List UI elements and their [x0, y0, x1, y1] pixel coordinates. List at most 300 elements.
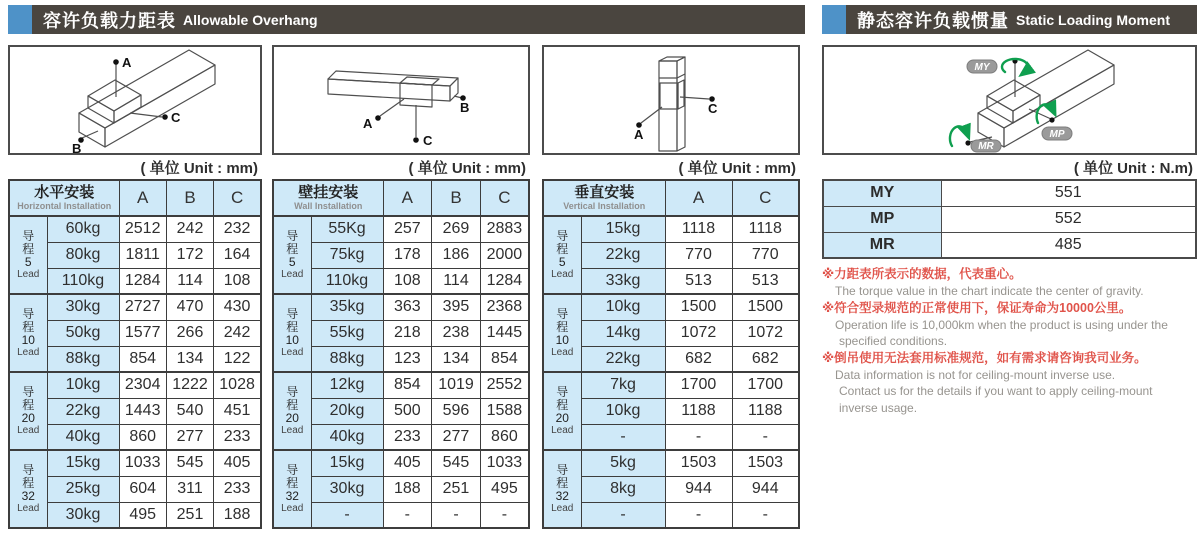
- weight-cell: -: [581, 502, 665, 528]
- weight-cell: 14kg: [581, 320, 665, 346]
- unit-label-nm: ( 单位 Unit : N.m): [1073, 160, 1193, 177]
- table-row: [543, 294, 799, 320]
- value-cell: 1033: [119, 450, 166, 476]
- value-cell: 123: [383, 346, 432, 372]
- value-cell: 513: [665, 268, 732, 294]
- point-b-label: B: [460, 100, 470, 115]
- table-row: [543, 424, 799, 450]
- table-row: [543, 242, 799, 268]
- value-cell: 1500: [665, 294, 732, 320]
- note-en-line: specified conditions.: [839, 334, 948, 348]
- moment-value-cell: 552: [941, 206, 1196, 232]
- value-cell: 266: [166, 320, 213, 346]
- table-title-en: Wall Installation: [294, 200, 363, 211]
- value-cell: 114: [166, 268, 213, 294]
- point-a-label: A: [363, 116, 373, 131]
- value-cell: 682: [732, 346, 799, 372]
- mp-badge: [1042, 127, 1072, 140]
- section-title-en: Static Loading Moment: [1016, 11, 1170, 28]
- table-row: [543, 398, 799, 424]
- value-cell: 1503: [732, 450, 799, 476]
- moment-label-cell: MY: [823, 180, 941, 206]
- value-cell: 232: [214, 216, 261, 242]
- table-title-zh: 水平安装: [34, 183, 95, 201]
- value-cell: 188: [383, 476, 432, 502]
- lead-label-en: Lead: [17, 346, 40, 358]
- lead-label-en: Lead: [281, 346, 304, 358]
- weight-cell: 55Kg: [311, 216, 383, 242]
- weight-cell: 30kg: [47, 294, 119, 320]
- value-cell: -: [732, 502, 799, 528]
- lead-number: 10: [21, 332, 35, 347]
- value-cell: 405: [214, 450, 261, 476]
- value-cell: 540: [166, 398, 213, 424]
- note-en-line: Data information is not for ceiling-mount inverse use.: [835, 367, 1116, 382]
- value-cell: 944: [665, 476, 732, 502]
- table-header-row: [273, 180, 529, 216]
- lead-label-en: Lead: [281, 424, 304, 436]
- lead-cell: [543, 216, 581, 294]
- table-row: [9, 320, 261, 346]
- value-cell: 122: [214, 346, 261, 372]
- value-cell: 188: [214, 502, 261, 528]
- unit-label-mm: ( 单位 Unit : mm): [408, 160, 526, 177]
- lead-number: 10: [285, 332, 299, 347]
- section-header-allowable-overhang: [8, 5, 805, 34]
- weight-cell: 40kg: [311, 424, 383, 450]
- value-cell: -: [732, 424, 799, 450]
- mr-rotation-arrow-icon: [950, 126, 967, 146]
- table-row: [273, 372, 529, 398]
- weight-cell: 10kg: [47, 372, 119, 398]
- table-row: [9, 242, 261, 268]
- table-row: [273, 502, 529, 528]
- my-badge-label: MY: [974, 62, 990, 73]
- note-en-line: inverse usage.: [839, 400, 918, 415]
- table-header-row: [543, 180, 799, 216]
- weight-cell: 80kg: [47, 242, 119, 268]
- value-cell: 2000: [480, 242, 529, 268]
- value-cell: 134: [166, 346, 213, 372]
- value-cell: 2883: [480, 216, 529, 242]
- value-cell: 277: [432, 424, 481, 450]
- value-cell: 1118: [665, 216, 732, 242]
- weight-cell: 20kg: [311, 398, 383, 424]
- table-row: [543, 346, 799, 372]
- value-cell: 513: [732, 268, 799, 294]
- wall-installation-table: [272, 179, 530, 529]
- value-cell: 470: [166, 294, 213, 320]
- value-cell: 1072: [732, 320, 799, 346]
- table-row: [543, 450, 799, 476]
- weight-cell: 22kg: [47, 398, 119, 424]
- table-row: [9, 294, 261, 320]
- value-cell: 218: [383, 320, 432, 346]
- value-cell: 363: [383, 294, 432, 320]
- weight-cell: 30kg: [311, 476, 383, 502]
- value-cell: 770: [732, 242, 799, 268]
- table-title-en: Vertical Installation: [563, 200, 646, 211]
- lead-label-zh: 导程: [22, 228, 35, 256]
- mp-axis-dot: [1049, 117, 1054, 122]
- table-title-cell: [273, 180, 383, 216]
- value-cell: 1588: [480, 398, 529, 424]
- point-a-dot: [375, 115, 381, 121]
- value-cell: 860: [119, 424, 166, 450]
- value-cell: 430: [214, 294, 261, 320]
- value-cell: 2368: [480, 294, 529, 320]
- weight-cell: 8kg: [581, 476, 665, 502]
- table-title-en: Horizontal Installation: [17, 200, 112, 211]
- value-cell: -: [665, 424, 732, 450]
- column-header: A: [383, 180, 432, 216]
- value-cell: -: [383, 502, 432, 528]
- lead-label-en: Lead: [551, 346, 574, 358]
- lead-cell: [543, 372, 581, 450]
- lead-label-zh: 导程: [556, 306, 569, 334]
- lead-label-en: Lead: [281, 502, 304, 514]
- value-cell: 108: [383, 268, 432, 294]
- weight-cell: 50kg: [47, 320, 119, 346]
- mr-axis-dot: [965, 140, 970, 145]
- table-row: [273, 320, 529, 346]
- value-cell: 233: [214, 476, 261, 502]
- table-row: [9, 268, 261, 294]
- table-row: [273, 450, 529, 476]
- point-c-dot: [413, 137, 419, 143]
- point-c-dot: [162, 114, 168, 120]
- note-zh: ※符合型录规范的正常使用下，保证寿命为10000公里。: [822, 300, 1132, 315]
- value-cell: 1445: [480, 320, 529, 346]
- lead-cell: [9, 216, 47, 294]
- value-cell: 596: [432, 398, 481, 424]
- value-cell: 1503: [665, 450, 732, 476]
- column-header: C: [214, 180, 261, 216]
- lead-number: 10: [555, 332, 569, 347]
- weight-cell: 12kg: [311, 372, 383, 398]
- value-cell: 854: [119, 346, 166, 372]
- lead-cell: [273, 450, 311, 528]
- value-cell: 1284: [480, 268, 529, 294]
- value-cell: 854: [480, 346, 529, 372]
- note-en-line: Contact us for the details if you want to apply ceiling-mount: [839, 384, 1153, 398]
- table-row: [543, 320, 799, 346]
- value-cell: -: [432, 502, 481, 528]
- lead-label-en: Lead: [551, 502, 574, 514]
- lead-label-zh: 导程: [556, 462, 569, 490]
- value-cell: 2552: [480, 372, 529, 398]
- weight-cell: 10kg: [581, 294, 665, 320]
- value-cell: -: [480, 502, 529, 528]
- vertical-mount-diagram: [542, 45, 800, 155]
- column-header: B: [432, 180, 481, 216]
- table-row: [823, 232, 1196, 258]
- table-row: [273, 346, 529, 372]
- weight-cell: 22kg: [581, 242, 665, 268]
- value-cell: 1188: [732, 398, 799, 424]
- weight-cell: 40kg: [47, 424, 119, 450]
- value-cell: 1500: [732, 294, 799, 320]
- point-a-dot: [113, 59, 119, 65]
- lead-label-zh: 导程: [556, 384, 569, 412]
- weight-cell: 88kg: [311, 346, 383, 372]
- point-c-label: C: [423, 133, 433, 148]
- table-title-zh: 垂直安装: [574, 183, 635, 201]
- value-cell: 1033: [480, 450, 529, 476]
- value-cell: 2512: [119, 216, 166, 242]
- table-row: [543, 476, 799, 502]
- table-row: [273, 216, 529, 242]
- weight-cell: 55kg: [311, 320, 383, 346]
- lead-cell: [9, 294, 47, 372]
- note-item: [822, 300, 1200, 350]
- value-cell: 251: [166, 502, 213, 528]
- lead-cell: [9, 450, 47, 528]
- value-cell: 238: [432, 320, 481, 346]
- horizontal-mount-drawing: [10, 47, 260, 153]
- value-cell: 500: [383, 398, 432, 424]
- lead-cell: [273, 294, 311, 372]
- lead-number: 32: [21, 488, 35, 503]
- table-header-row: [9, 180, 261, 216]
- value-cell: 770: [665, 242, 732, 268]
- table-row: [9, 424, 261, 450]
- loading-moment-diagram: [822, 45, 1197, 155]
- lead-number: 20: [555, 410, 569, 425]
- header-bar: [846, 5, 1197, 34]
- value-cell: 2304: [119, 372, 166, 398]
- value-cell: 682: [665, 346, 732, 372]
- weight-cell: 35kg: [311, 294, 383, 320]
- value-cell: 1700: [665, 372, 732, 398]
- lead-label-zh: 导程: [286, 384, 299, 412]
- lead-label-en: Lead: [17, 424, 40, 436]
- note-item: [822, 350, 1200, 417]
- lead-label-zh: 导程: [556, 228, 569, 256]
- notes: [822, 266, 1200, 416]
- value-cell: 451: [214, 398, 261, 424]
- table-row: [273, 424, 529, 450]
- value-cell: 495: [119, 502, 166, 528]
- value-cell: 269: [432, 216, 481, 242]
- table-row: [543, 216, 799, 242]
- lead-label-zh: 导程: [22, 306, 35, 334]
- lead-cell: [9, 372, 47, 450]
- value-cell: 1811: [119, 242, 166, 268]
- value-cell: 114: [432, 268, 481, 294]
- lead-label-zh: 导程: [22, 384, 35, 412]
- value-cell: 108: [214, 268, 261, 294]
- value-cell: 242: [166, 216, 213, 242]
- point-b-label: B: [72, 141, 82, 153]
- value-cell: 1019: [432, 372, 481, 398]
- moment-value-cell: 551: [941, 180, 1196, 206]
- point-c-label: C: [171, 110, 181, 125]
- lead-label-zh: 导程: [22, 462, 35, 490]
- wall-mount-diagram: [272, 45, 530, 155]
- table-row: [9, 398, 261, 424]
- lead-label-en: Lead: [17, 268, 40, 280]
- lead-label-en: Lead: [551, 424, 574, 436]
- value-cell: 1028: [214, 372, 261, 398]
- value-cell: 277: [166, 424, 213, 450]
- note-en-line: The torque value in the chart indicate the center of gravity.: [835, 284, 1144, 298]
- value-cell: 495: [480, 476, 529, 502]
- loading-moment-drawing: [824, 47, 1195, 153]
- point-a-label: A: [634, 127, 644, 142]
- table-row: [273, 398, 529, 424]
- horizontal-mount-diagram: [8, 45, 262, 155]
- mr-badge: [971, 140, 1001, 152]
- weight-cell: 7kg: [581, 372, 665, 398]
- lead-cell: [543, 294, 581, 372]
- lead-number: 32: [285, 488, 299, 503]
- my-badge: [967, 60, 997, 73]
- value-cell: 545: [166, 450, 213, 476]
- table-row: [9, 372, 261, 398]
- table-row: [9, 502, 261, 528]
- table-row: [273, 476, 529, 502]
- table-row: [543, 502, 799, 528]
- value-cell: 1118: [732, 216, 799, 242]
- lead-label-zh: 导程: [286, 306, 299, 334]
- weight-cell: -: [311, 502, 383, 528]
- unit-label-mm: ( 单位 Unit : mm): [678, 160, 796, 177]
- lead-number: 5: [24, 254, 32, 269]
- note-en-line: Operation life is 10,000km when the product is using under the: [835, 317, 1168, 332]
- table-row: [273, 268, 529, 294]
- lead-cell: [543, 450, 581, 528]
- weight-cell: 5kg: [581, 450, 665, 476]
- weight-cell: 110kg: [311, 268, 383, 294]
- value-cell: 1443: [119, 398, 166, 424]
- value-cell: -: [665, 502, 732, 528]
- header-bar: [32, 5, 805, 34]
- value-cell: 405: [383, 450, 432, 476]
- value-cell: 233: [214, 424, 261, 450]
- vertical-mount-drawing: [544, 47, 798, 153]
- table-title-cell: [9, 180, 119, 216]
- table-row: [273, 294, 529, 320]
- horizontal-installation-table: [8, 179, 262, 529]
- lead-number: 32: [555, 488, 569, 503]
- table-title-cell: [543, 180, 665, 216]
- value-cell: 257: [383, 216, 432, 242]
- value-cell: 178: [383, 242, 432, 268]
- table-row: [273, 242, 529, 268]
- value-cell: 2727: [119, 294, 166, 320]
- rail-outline: [328, 71, 462, 137]
- lead-cell: [273, 372, 311, 450]
- weight-cell: 22kg: [581, 346, 665, 372]
- lead-number: 20: [285, 410, 299, 425]
- lead-label-en: Lead: [551, 268, 574, 280]
- rail-outline: [79, 50, 215, 147]
- weight-cell: 88kg: [47, 346, 119, 372]
- value-cell: 395: [432, 294, 481, 320]
- value-cell: 604: [119, 476, 166, 502]
- table-row: [543, 268, 799, 294]
- weight-cell: 30kg: [47, 502, 119, 528]
- value-cell: 233: [383, 424, 432, 450]
- value-cell: 854: [383, 372, 432, 398]
- mp-badge-label: MP: [1049, 129, 1065, 140]
- value-cell: 134: [432, 346, 481, 372]
- wall-mount-drawing: [274, 47, 528, 153]
- moment-label-cell: MP: [823, 206, 941, 232]
- blue-accent-square: [822, 5, 846, 34]
- column-header: B: [166, 180, 213, 216]
- table-row: [9, 346, 261, 372]
- column-header: C: [732, 180, 799, 216]
- note-item: [822, 266, 1200, 300]
- section-title-zh: 静态容许负载惯量: [857, 10, 1009, 31]
- weight-cell: 25kg: [47, 476, 119, 502]
- moment-label-cell: MR: [823, 232, 941, 258]
- value-cell: 311: [166, 476, 213, 502]
- lead-label-zh: 导程: [286, 462, 299, 490]
- value-cell: 545: [432, 450, 481, 476]
- weight-cell: -: [581, 424, 665, 450]
- weight-cell: 10kg: [581, 398, 665, 424]
- column-header: C: [480, 180, 529, 216]
- section-title-en: Allowable Overhang: [183, 11, 318, 28]
- lead-number: 5: [558, 254, 566, 269]
- vertical-installation-table: [542, 179, 800, 529]
- value-cell: 164: [214, 242, 261, 268]
- weight-cell: 15kg: [311, 450, 383, 476]
- value-cell: 1577: [119, 320, 166, 346]
- point-c-label: C: [708, 101, 718, 116]
- table-row: [543, 372, 799, 398]
- table-row: [9, 216, 261, 242]
- value-cell: 186: [432, 242, 481, 268]
- mr-badge-label: MR: [978, 141, 994, 152]
- weight-cell: 60kg: [47, 216, 119, 242]
- value-cell: 1284: [119, 268, 166, 294]
- value-cell: 860: [480, 424, 529, 450]
- point-a-label: A: [122, 55, 132, 70]
- lead-label-zh: 导程: [286, 228, 299, 256]
- column-header: A: [119, 180, 166, 216]
- weight-cell: 33kg: [581, 268, 665, 294]
- lead-cell: [273, 216, 311, 294]
- value-cell: 1700: [732, 372, 799, 398]
- value-cell: 1222: [166, 372, 213, 398]
- table-row: [9, 450, 261, 476]
- lead-number: 5: [288, 254, 296, 269]
- note-zh: ※倒吊使用无法套用标准规范，如有需求请咨询我司业务。: [822, 350, 1147, 365]
- value-cell: 1072: [665, 320, 732, 346]
- weight-cell: 15kg: [47, 450, 119, 476]
- section-header-static-loading-moment: [822, 5, 1197, 34]
- table-row: [823, 206, 1196, 232]
- weight-cell: 75kg: [311, 242, 383, 268]
- unit-label-mm: ( 单位 Unit : mm): [140, 160, 258, 177]
- table-title-zh: 壁挂安装: [298, 183, 359, 201]
- table-row: [9, 476, 261, 502]
- moment-value-cell: 485: [941, 232, 1196, 258]
- lead-number: 20: [21, 410, 35, 425]
- blue-accent-square: [8, 5, 32, 34]
- table-row: [823, 180, 1196, 206]
- value-cell: 242: [214, 320, 261, 346]
- value-cell: 172: [166, 242, 213, 268]
- note-zh: ※力距表所表示的数据，代表重心。: [822, 267, 1022, 281]
- column-header: A: [665, 180, 732, 216]
- weight-cell: 15kg: [581, 216, 665, 242]
- value-cell: 1188: [665, 398, 732, 424]
